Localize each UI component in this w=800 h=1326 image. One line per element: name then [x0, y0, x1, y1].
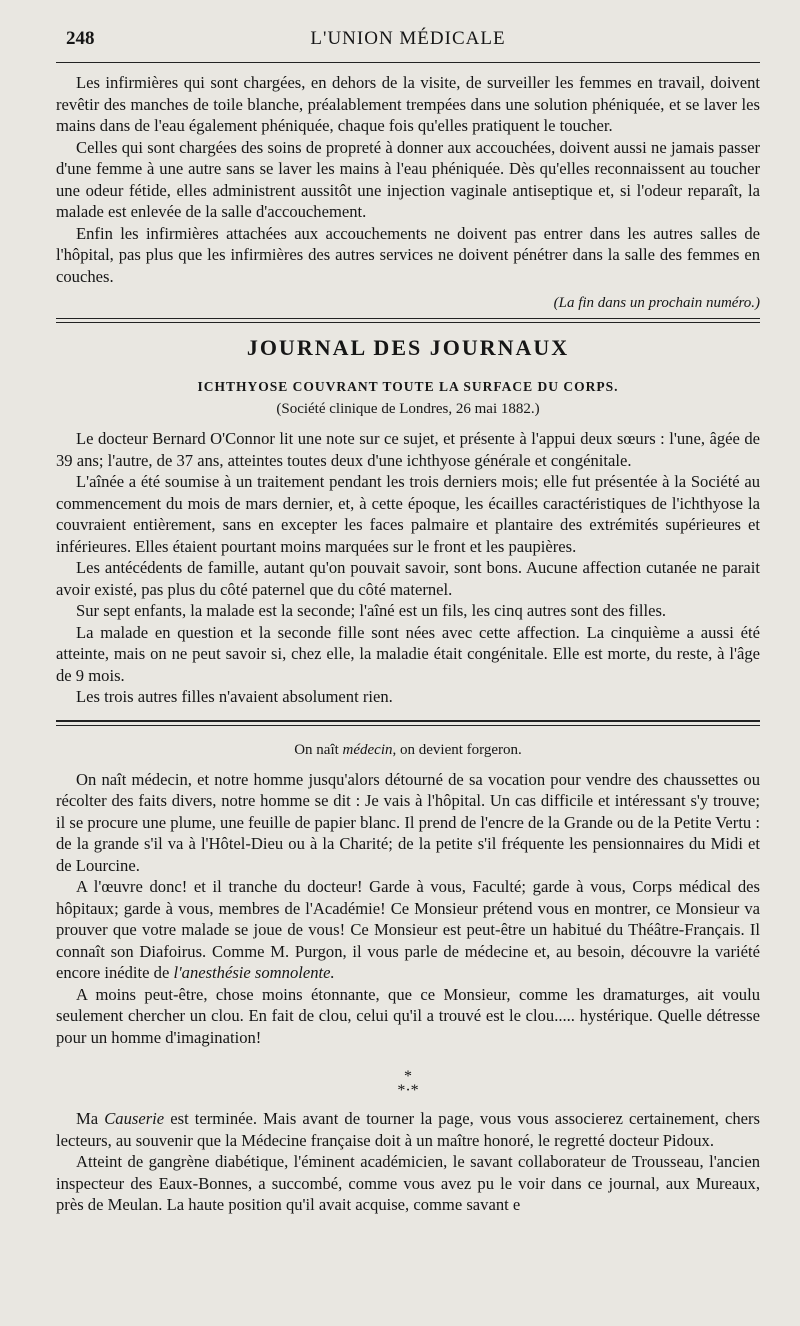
asterism: * *·* [397, 1068, 419, 1099]
header-rule [56, 62, 760, 63]
running-header [56, 0, 760, 72]
article-paragraph: Sur sept enfants, la malade est la seconde; l'aîné est un fils, les cinq autres sont des filles. [76, 601, 667, 620]
intro-paragraph: Les infirmières qui sont chargées, en dehors de la visite, de surveiller les femmes en travail, doivent revêtir des manches de toile blanche, préalablement trempées dans une solution phéniquée, et se laver les mains dans de l'eau également phéniquée, chaque fois qu'elles pratiquent le toucher. [56, 73, 760, 135]
section-divider [56, 318, 760, 323]
article-source: (Société clinique de Londres, 26 mai 1882.) [276, 401, 540, 417]
journal-title: L'UNION MÉDICALE [310, 28, 506, 49]
journal-section [56, 335, 760, 708]
section-title: JOURNAL DES JOURNAUX [246, 335, 570, 360]
closing-paragraph: Ma Causerie est terminée. Mais avant de tourner la page, vous vous associerez certainement, chers lecteurs, au souvenir que la Médecine française doit à un maître honoré, le regretté docteur Pidoux. [56, 1109, 760, 1150]
intro-paragraph: Enfin les infirmières attachées aux accouchements ne doivent pas entrer dans les autres salles de l'hôpital, pas plus que les infirmières des autres services ne doivent pénétrer dans la salle des femmes en couches. [56, 223, 760, 286]
article-paragraph: La malade en question et la seconde fille sont nées avec cette affection. La cinquième a aussi été atteinte, mais on ne peut savoir si, chez elle, la maladie était congénitale. Elle est morte, du reste, à l'âge de 9 mois. [56, 622, 760, 685]
causerie-title: On naît médecin, on devient forgeron. [294, 741, 522, 758]
article-paragraph: Les antécédents de famille, autant qu'on pouvait savoir, sont bons. Aucune affection cutanée ne parait avoir existé, pas plus du côté paternel que du côté maternel. [56, 558, 760, 599]
causerie-paragraph: A l'œuvre donc! et il tranche du docteur! Garde à vous, Faculté; garde à vous, Corps médical des hôpitaux; garde à vous, membres de l'Académie! Ce Monsieur prétend vous en montrer, ce Monsieur va prouver que votre malade se joue de vous! Ce Monsieur est peut-être un habitué du Théâtre-Français. Il connaît son Diafoirus. Comme M. Purgon, il vous parle de médecine et, au besoin, découvre la variété encore inédite de l'anesthésie somnolente. [56, 877, 760, 982]
intro-section [56, 72, 760, 312]
intro-paragraph: Celles qui sont chargées des soins de propreté à donner aux accouchées, doivent aussi ne jamais passer d'une femme à une autre sans se laver les mains à l'eau phéniquée. Dès qu'elles reconnaissent au toucher une odeur fétide, elles administrent aussitôt une injection vaginale antiseptique et, si l'odeur reparaît, la malade est enlevée de la salle d'accouchement. [56, 137, 760, 221]
causerie-section [56, 742, 760, 1049]
article-paragraph: L'aînée a été soumise à un traitement pendant les trois derniers mois; elle fut présentée à la Société au commencement du mois de mars dernier, et, à cette époque, les écailles caractéristiques de l'ichthyose la couvraient entièrement, sans en excepter les faces palmaire et plantaire des extrémités supérieures et inférieures. Elles étaient pourtant moins marquées sur le front et les paupières. [56, 472, 760, 556]
continuation-note: (La fin dans un prochain numéro.) [553, 295, 760, 311]
article-paragraph: Les trois autres filles n'avaient absolument rien. [76, 687, 393, 706]
article-title: ICHTHYOSE COUVRANT TOUTE LA SURFACE DU CORPS. [197, 379, 619, 394]
closing-paragraph: Atteint de gangrène diabétique, l'éminent académicien, le savant collaborateur de Trousseau, l'ancien inspecteur des Eaux-Bonnes, a succombé, comme vous avez pu le voir dans ce journal, aux Mureaux, près de Meulan. La haute position qu'il avait acquise, comme savant e [56, 1152, 760, 1214]
article-paragraph: Le docteur Bernard O'Connor lit une note sur ce sujet, et présente à l'appui deux sœurs : l'une, âgée de 39 ans; l'autre, de 37 ans, atteintes toutes deux d'une ichthyose générale et congénitale. [56, 429, 760, 470]
closing-section [56, 1108, 760, 1216]
causerie-paragraph: A moins peut-être, chose moins étonnante, que ce Monsieur, comme les dramaturges, ait voulu seulement chercher un clou. En fait de clou, celui qu'il a trouvé est le clou..... hystérique. Quelle détresse pour un homme d'imagination! [56, 984, 760, 1047]
section-divider [56, 720, 760, 726]
page-number: 248 [66, 28, 95, 49]
causerie-paragraph: On naît médecin, et notre homme jusqu'alors détourné de sa vocation pour vendre des chaussettes ou récolter des faits divers, notre homme se dit : Je vais à l'hôpital. Un cas difficile et intéressant s'y trouve; il se procure une plume, une feuille de papier blanc. Il prend de l'encre de la Grande ou de la Petite Vertu : de la grande s'il va à l'Hôtel-Dieu ou à la Charité; de la petite s'il fréquente les pensionnaires du Midi et de Lourcine. [56, 769, 760, 875]
